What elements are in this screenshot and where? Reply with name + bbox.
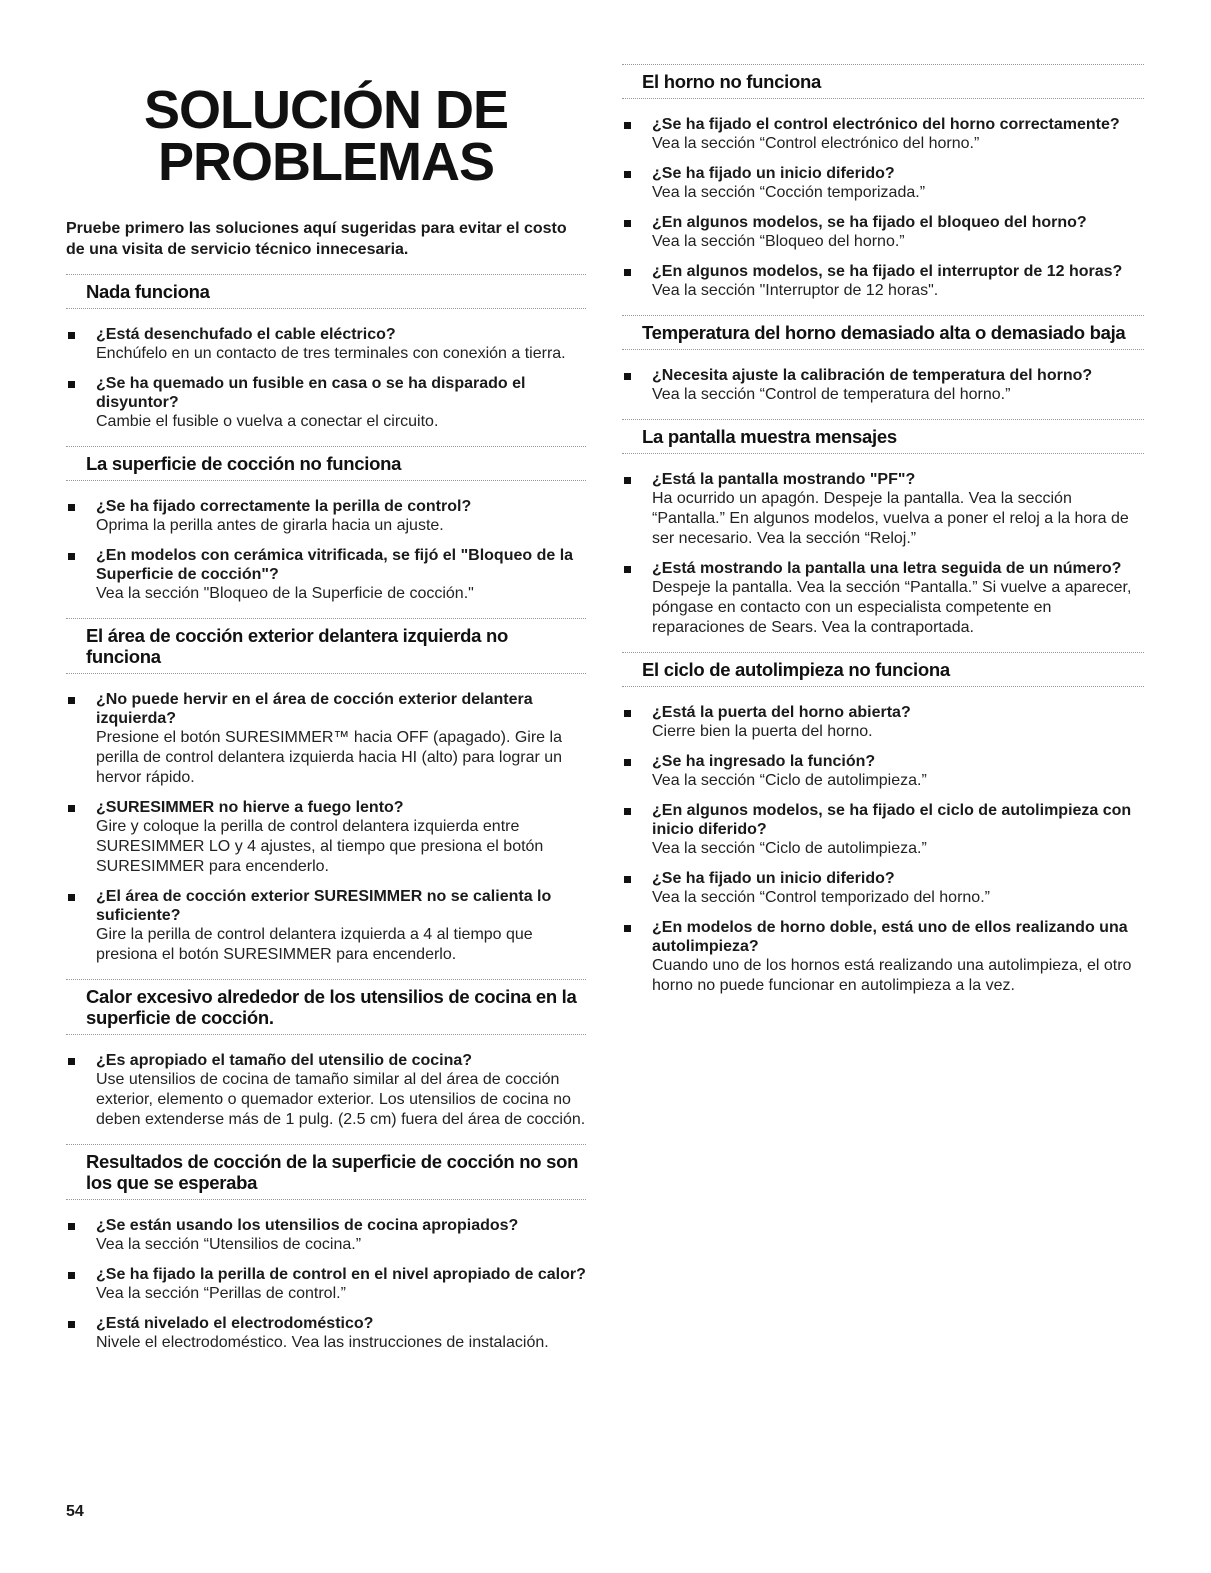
question-text: ¿Está la puerta del horno abierta?	[652, 704, 911, 721]
troubleshooting-section	[66, 618, 586, 965]
list-item	[622, 366, 1144, 405]
question-text: ¿Se ha fijado correctamente la perilla de control?	[96, 498, 472, 515]
bullet-icon	[624, 373, 631, 380]
title-line-1: SOLUCIÓN DE	[143, 80, 509, 140]
answer-text: Use utensilios de cocina de tamaño similar al del área de cocción exterior, elemento o quemador exterior. Los utensilios de cocina no deben extenderse más de 1 pulg. (2.5 cm) fuera del área de cocción.	[96, 1071, 586, 1128]
right-column	[622, 0, 1144, 1006]
question-text: ¿Se están usando los utensilios de cocina apropiados?	[96, 1217, 519, 1234]
question-text: ¿En algunos modelos, se ha fijado el ciclo de autolimpieza con inicio diferido?	[652, 802, 1132, 838]
bullet-icon	[68, 1272, 75, 1279]
question-text: ¿Necesita ajuste la calibración de temperatura del horno?	[652, 367, 1093, 384]
intro-text: Pruebe primero las soluciones aquí sugeridas para evitar el costo de una visita de servicio técnico innecesaria.	[66, 220, 567, 258]
list-item	[66, 546, 586, 604]
question-text: ¿En algunos modelos, se ha fijado el bloqueo del horno?	[652, 214, 1087, 231]
question-text: ¿Se ha quemado un fusible en casa o se ha disparado el disyuntor?	[96, 375, 526, 411]
bullet-icon	[624, 122, 631, 129]
list-item	[622, 801, 1144, 859]
list-item	[66, 497, 586, 536]
question-text: ¿En algunos modelos, se ha fijado el interruptor de 12 horas?	[652, 263, 1123, 280]
question-text: ¿En modelos de horno doble, está uno de ellos realizando una autolimpieza?	[652, 919, 1128, 955]
answer-text: Cambie el fusible o vuelva a conectar el circuito.	[96, 413, 439, 430]
answer-text: Vea la sección “Cocción temporizada.”	[652, 184, 926, 201]
answer-text: Vea la sección “Bloqueo del horno.”	[652, 233, 905, 250]
list-item	[66, 1216, 586, 1255]
answer-text: Vea la sección “Ciclo de autolimpieza.”	[652, 772, 927, 789]
section-heading: Temperatura del horno demasiado alta o demasiado baja	[622, 315, 1144, 350]
answer-text: Ha ocurrido un apagón. Despeje la pantalla. Vea la sección “Pantalla.” En algunos modelos, vuelva a poner el reloj a la hora de ser necesario. Vea la sección “Reloj.”	[652, 490, 1129, 547]
bullet-icon	[624, 876, 631, 883]
answer-text: Vea la sección “Control electrónico del horno.”	[652, 135, 980, 152]
item-list	[66, 1216, 586, 1353]
list-item	[622, 262, 1144, 301]
question-text: ¿Está mostrando la pantalla una letra seguida de un número?	[652, 560, 1122, 577]
bullet-icon	[68, 1321, 75, 1328]
bullet-icon	[68, 805, 75, 812]
question-text: ¿El área de cocción exterior SURESIMMER no se calienta lo suficiente?	[96, 888, 552, 924]
item-list	[622, 470, 1144, 638]
bullet-icon	[624, 759, 631, 766]
question-text: ¿Se ha ingresado la función?	[652, 753, 876, 770]
section-heading: El horno no funciona	[622, 64, 1144, 99]
question-text: ¿Está la pantalla mostrando "PF"?	[652, 471, 916, 488]
troubleshooting-section	[622, 652, 1144, 996]
list-item	[622, 213, 1144, 252]
bullet-icon	[68, 504, 75, 511]
question-text: ¿No puede hervir en el área de cocción exterior delantera izquierda?	[96, 691, 533, 727]
bullet-icon	[68, 381, 75, 388]
troubleshooting-section	[66, 446, 586, 604]
answer-text: Oprima la perilla antes de girarla hacia un ajuste.	[96, 517, 444, 534]
section-heading: Calor excesivo alrededor de los utensilios de cocina en la superficie de cocción.	[66, 979, 586, 1035]
list-item	[622, 470, 1144, 549]
list-item	[66, 1314, 586, 1353]
page-title	[66, 80, 586, 192]
bullet-icon	[68, 1058, 75, 1065]
left-column	[66, 0, 586, 1363]
item-list	[622, 366, 1144, 405]
section-heading: El área de cocción exterior delantera izquierda no funciona	[66, 618, 586, 674]
answer-text: Enchúfelo en un contacto de tres terminales con conexión a tierra.	[96, 345, 566, 362]
list-item	[66, 374, 586, 432]
section-heading: La pantalla muestra mensajes	[622, 419, 1144, 454]
answer-text: Despeje la pantalla. Vea la sección “Pantalla.” Si vuelve a aparecer, póngase en contacto con un especialista competente en reparaciones de Sears. Vea la contraportada.	[652, 579, 1132, 636]
answer-text: Vea la sección “Control temporizado del horno.”	[652, 889, 990, 906]
bullet-icon	[68, 332, 75, 339]
right-sections	[622, 64, 1144, 996]
bullet-icon	[624, 808, 631, 815]
troubleshooting-section	[622, 419, 1144, 638]
list-item	[622, 559, 1144, 638]
bullet-icon	[624, 566, 631, 573]
question-text: ¿Está desenchufado el cable eléctrico?	[96, 326, 396, 343]
answer-text: Vea la sección “Ciclo de autolimpieza.”	[652, 840, 927, 857]
page-number: 54	[66, 1503, 84, 1520]
troubleshooting-section	[66, 979, 586, 1130]
list-item	[622, 869, 1144, 908]
answer-text: Nivele el electrodoméstico. Vea las instrucciones de instalación.	[96, 1334, 549, 1351]
section-heading: El ciclo de autolimpieza no funciona	[622, 652, 1144, 687]
list-item	[622, 703, 1144, 742]
answer-text: Cuando uno de los hornos está realizando una autolimpieza, el otro horno no puede funcionar en autolimpieza a la vez.	[652, 957, 1132, 994]
list-item	[66, 325, 586, 364]
list-item	[66, 798, 586, 877]
bullet-icon	[624, 925, 631, 932]
bullet-icon	[624, 710, 631, 717]
troubleshooting-section	[66, 274, 586, 432]
bullet-icon	[68, 697, 75, 704]
question-text: ¿Es apropiado el tamaño del utensilio de cocina?	[96, 1052, 473, 1069]
question-text: ¿Se ha fijado un inicio diferido?	[652, 165, 895, 182]
question-text: ¿SURESIMMER no hierve a fuego lento?	[96, 799, 404, 816]
troubleshooting-section	[622, 64, 1144, 301]
answer-text: Gire y coloque la perilla de control delantera izquierda entre SURESIMMER LO y 4 ajustes, al tiempo que presiona el botón SURESIMMER para encenderlo.	[96, 818, 544, 875]
answer-text: Vea la sección “Utensilios de cocina.”	[96, 1236, 362, 1253]
answer-text: Gire la perilla de control delantera izquierda a 4 al tiempo que presiona el botón SURESIMMER para encenderlo.	[96, 926, 533, 963]
section-heading: Resultados de cocción de la superficie de cocción no son los que se esperaba	[66, 1144, 586, 1200]
bullet-icon	[624, 171, 631, 178]
list-item	[622, 918, 1144, 996]
question-text: ¿Se ha fijado el control electrónico del horno correctamente?	[652, 116, 1120, 133]
item-list	[66, 497, 586, 604]
bullet-icon	[624, 220, 631, 227]
question-text: ¿Se ha fijado un inicio diferido?	[652, 870, 895, 887]
list-item	[66, 1051, 586, 1130]
list-item	[622, 164, 1144, 203]
list-item	[66, 690, 586, 788]
list-item	[66, 1265, 586, 1304]
answer-text: Presione el botón SURESIMMER™ hacia OFF (apagado). Gire la perilla de control delantera izquierda hacia HI (alto) para lograr un hervor rápido.	[96, 729, 563, 786]
section-heading: La superficie de cocción no funciona	[66, 446, 586, 481]
bullet-icon	[68, 1223, 75, 1230]
bullet-icon	[624, 269, 631, 276]
list-item	[622, 752, 1144, 791]
list-item	[622, 115, 1144, 154]
question-text: ¿Está nivelado el electrodoméstico?	[96, 1315, 374, 1332]
bullet-icon	[68, 894, 75, 901]
item-list	[622, 115, 1144, 301]
bullet-icon	[68, 553, 75, 560]
answer-text: Vea la sección “Perillas de control.”	[96, 1285, 346, 1302]
item-list	[66, 1051, 586, 1130]
answer-text: Vea la sección "Bloqueo de la Superficie de cocción."	[96, 585, 474, 602]
bullet-icon	[624, 477, 631, 484]
answer-text: Vea la sección “Control de temperatura del horno.”	[652, 386, 1011, 403]
answer-text: Cierre bien la puerta del horno.	[652, 723, 873, 740]
item-list	[66, 325, 586, 432]
list-item	[66, 887, 586, 965]
item-list	[66, 690, 586, 965]
item-list	[622, 703, 1144, 996]
troubleshooting-section	[622, 315, 1144, 405]
answer-text: Vea la sección "Interruptor de 12 horas".	[652, 282, 939, 299]
question-text: ¿Se ha fijado la perilla de control en el nivel apropiado de calor?	[96, 1266, 586, 1283]
left-sections	[66, 274, 586, 1353]
troubleshooting-section	[66, 1144, 586, 1353]
title-line-2: PROBLEMAS	[157, 132, 494, 192]
question-text: ¿En modelos con cerámica vitrificada, se fijó el "Bloqueo de la Superficie de cocción"?	[96, 547, 574, 583]
section-heading: Nada funciona	[66, 274, 586, 309]
